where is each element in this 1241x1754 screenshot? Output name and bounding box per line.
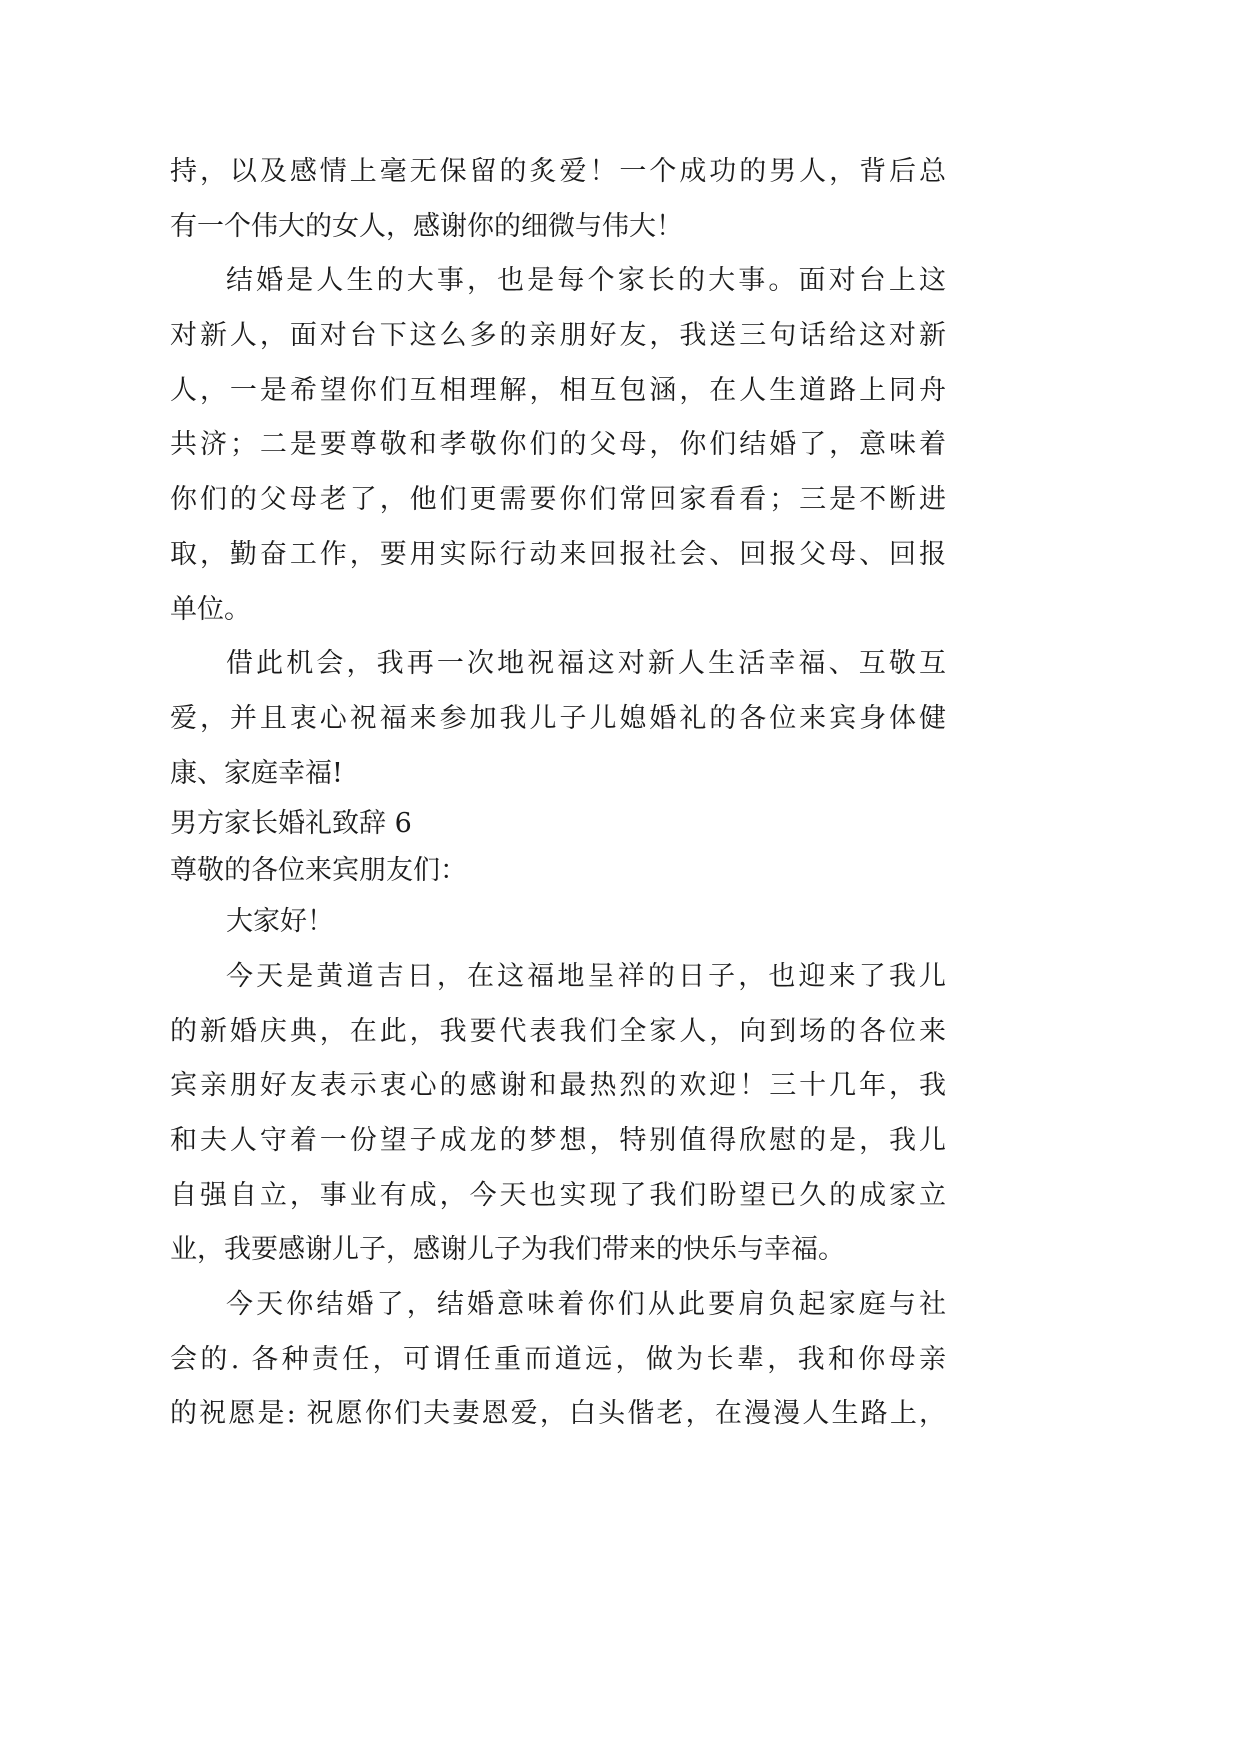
text-line: 和夫人守着一份望子成龙的梦想，特别值得欣慰的是，我儿 [170,1125,946,1156]
paragraph-start-line: 今天是黄道吉日，在这福地呈祥的日子，也迎来了我儿 [226,960,946,992]
text-line: 爱，并且衷心祝福来参加我儿子儿媳婚礼的各位来宾身体健 [170,702,946,734]
text-line: 康、家庭幸福! [170,757,343,789]
text-line: 宾亲朋好友表示衷心的感谢和最热烈的欢迎！三十几年，我 [170,1070,946,1102]
text-line: 你们的父母老了，他们更需要你们常回家看看；三是不断进 [170,484,946,516]
text-line: 对新人，面对台下这么多的亲朋好友，我送三句话给这对新 [170,320,946,352]
text-line: 有一个伟大的女人，感谢你的细微与伟大！ [170,210,683,242]
text-line: 人，一是希望你们互相理解，相互包涵，在人生道路上同舟 [170,374,946,406]
text-line: 业，我要感谢儿子，感谢儿子为我们带来的快乐与幸福。 [170,1234,845,1266]
salutation: 尊敬的各位来宾朋友们： [170,855,467,887]
text-line: 的祝愿是: 祝愿你们夫妻恩爱，白头偕老，在漫漫人生路上， [170,1398,946,1430]
text-line: 的新婚庆典，在此，我要代表我们全家人，向到场的各位来 [170,1015,946,1047]
text-line: 自强自立，事业有成，今天也实现了我们盼望已久的成家立 [170,1179,946,1211]
paragraph-start-line: 借此机会，我再一次地祝福这对新人生活幸福、互敬互 [226,648,946,680]
text-line: 取，勤奋工作，要用实际行动来回报社会、回报父母、回报 [170,538,946,570]
text-line: 单位。 [170,593,251,625]
paragraph-start-line: 结婚是人生的大事，也是每个家长的大事。面对台上这 [226,265,946,297]
paragraph-start-line: 今天你结婚了，结婚意味着你们从此要肩负起家庭与社 [226,1289,946,1321]
greeting-line: 大家好！ [226,906,334,938]
text-line: 共济；二是要尊敬和孝敬你们的父母，你们结婚了，意味着 [170,429,946,461]
document-body [170,145,946,1442]
section-heading: 男方家长婚礼致辞 6 [170,808,412,840]
text-line: 持，以及感情上毫无保留的炙爱！一个成功的男人，背后总 [170,156,946,187]
text-line: 会的. 各种责任，可谓任重而道远，做为长辈，我和你母亲 [170,1343,946,1375]
